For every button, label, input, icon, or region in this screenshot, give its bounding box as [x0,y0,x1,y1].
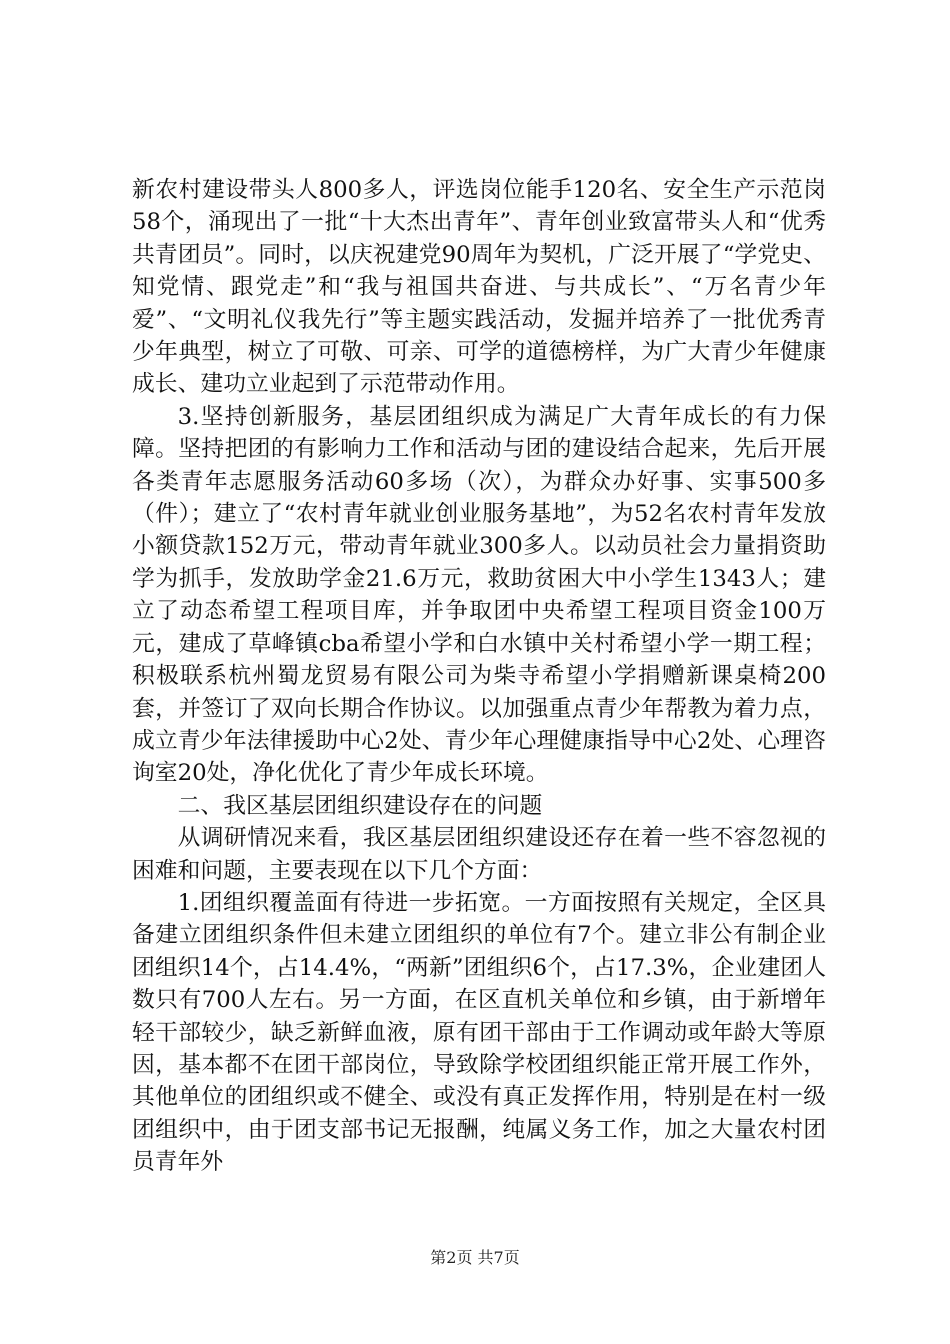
paragraph-2: 3.坚持创新服务，基层团组织成为满足广大青年成长的有力保障。坚持把团的有影响力工作和活动与团的建设结合起来，先后开展各类青年志愿服务活动60多场（次），为群众办好事、实事500多（件）；建立了“农村青年就业创业服务基地”，为52名农村青年发放小额贷款152万元，带动青年就业300多人。以动员社会力量捐资助学为抓手，发放助学金21.6万元，救助贫困大中小学生1343人；建立了动态希望工程项目库，并争取团中央希望工程项目资金100万元，建成了草峰镇cba希望小学和白水镇中关村希望小学一期工程；积极联系杭州蜀龙贸易有限公司为柴寺希望小学捐赠新课桌椅200套，并签订了双向长期合作协议。以加强重点青少年帮教为着力点，成立青少年法律援助中心2处、青少年心理健康指导中心2处、心理咨询室20处，净化优化了青少年成长环境。 [132,403,826,787]
paragraph-4: 1.团组织覆盖面有待进一步拓宽。一方面按照有关规定，全区具备建立团组织条件但未建立团组织的单位有7个。建立非公有制企业团组织14个，占14.4%，“两新”团组织6个，占17.3%，企业建团人数只有700人左右。另一方面，在区直机关单位和乡镇，由于新增年轻干部较少，缺乏新鲜血液，原有团干部由于工作调动或年龄大等原因，基本都不在团干部岗位，导致除学校团组织能正常开展工作外，其他单位的团组织或不健全、或没有真正发挥作用，特别是在村一级团组织中，由于团支部书记无报酬，纯属义务工作，加之大量农村团员青年外 [132,889,826,1176]
section-heading: 二、我区基层团组织建设存在的问题 [177,792,543,819]
paragraph-1: 新农村建设带头人800多人，评选岗位能手120名、安全生产示范岗58个，涌现出了一批“十大杰出青年”、青年创业致富带头人和“优秀共青团员”。同时，以庆祝建党90周年为契机，广泛开展了“学党史、知党情、跟党走”和“我与祖国共奋进、与共成长”、“万名青少年爱”、“文明礼仪我先行”等主题实践活动，发掘并培养了一批优秀青少年典型，树立了可敬、可亲、可学的道德榜样，为广大青少年健康成长、建功立业起到了示范带动作用。 [132,177,826,398]
paragraph-3: 从调研情况来看，我区基层团组织建设还存在着一些不容忽视的困难和问题，主要表现在以下几个方面： [132,825,826,884]
document-body [132,174,826,1179]
page-number-footer: 第2页 共7页 [430,1248,520,1267]
